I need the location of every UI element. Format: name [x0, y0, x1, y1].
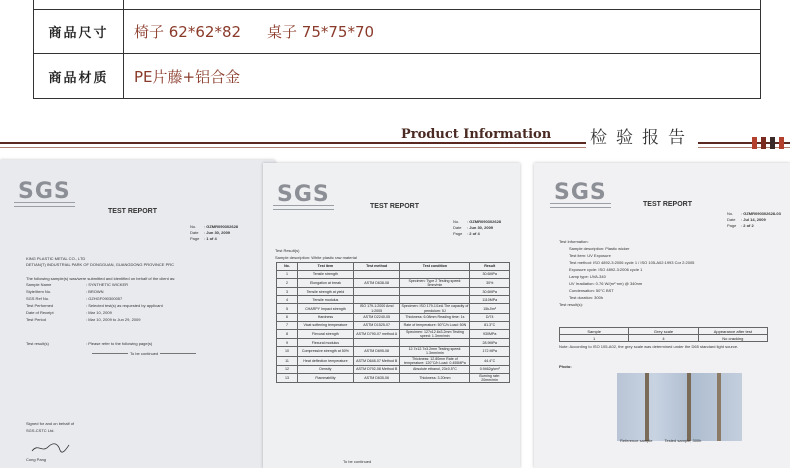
table-cell: ISO 179-1:2000 Amd 1:2005: [353, 304, 400, 313]
table-cell: 8: [277, 329, 298, 338]
test-report-page-1: [0, 160, 275, 468]
table-row: [277, 347, 510, 356]
report-meta: No. : GZMR090302628 Date : Jun 30, 2009 Page : 2 of 4: [453, 219, 502, 236]
test-report-page-2: [263, 163, 520, 468]
sgs-logo: SGS: [277, 182, 330, 207]
table-cell: Thickness: 12.80mm Rate of temperature: 120°C/h Load: 0.455MPa: [400, 356, 470, 365]
table-header: Test method: [353, 263, 400, 271]
table-header-row: [277, 263, 510, 271]
table-row: [277, 304, 510, 313]
table-cell: Density: [297, 366, 353, 374]
table-row: [277, 374, 510, 383]
material-value: PE片藤+铝合金: [134, 68, 241, 86]
table-cell: Specimen: ISO 179-1/1eA The capacity of pendulum: 5J: [401, 304, 469, 313]
table-cell: [400, 296, 470, 304]
table-cell: 6: [277, 313, 298, 321]
table-cell: ASTM D790-07 method A: [353, 329, 400, 338]
table-cell: Specimen: Type 2 Testing speed: 5mm/min: [400, 279, 470, 288]
table-cell: ASTM D648-07 Method B: [353, 356, 400, 365]
table-cell: No cracking: [698, 335, 767, 342]
table-cell: [353, 296, 400, 304]
report-title: TEST REPORT: [108, 208, 158, 215]
test-information: Test Information: Sample description: Plastic wicker Test item: UV Exposure Test method: ISO 4892-3:2006 cycle 1 / ISO 105-A02:1993 Cor 2:2005 Exposure cycle: ISO 4892-3:2006 cycle 1 Lamp type: UVA-340 UV Irradiation: 0.76 W/(m²·nm) @ 340nm Condensation: 50°C BST Test duration: 300h Test result(s):: [559, 239, 695, 307]
wicker-strip: [717, 373, 721, 441]
table-cell: 44.4°C: [470, 356, 510, 365]
spec-row-material: [34, 53, 760, 99]
table-cell: ASTM D638-08: [353, 279, 400, 288]
table-row: [277, 329, 510, 338]
client-address: KING PLASTIC METAL CO., LTD DETIAN(T) INDUSTRIAL PARK OF DONGGUAN, GUANGDONG PROVINCE PRC: [26, 256, 175, 267]
accent-bar: [779, 137, 784, 149]
report-title: TEST REPORT: [643, 201, 693, 208]
wicker-strip: [687, 373, 691, 441]
table-cell: 1: [560, 335, 629, 342]
table-cell: ASTM D635-06: [353, 374, 400, 383]
table-cell: 10: [277, 347, 298, 356]
chair-size: 椅子 62*62*82: [134, 23, 242, 41]
table-cell: [400, 339, 470, 347]
table-cell: [353, 271, 400, 279]
signature-scribble: [30, 442, 70, 454]
table-cell: Specimen: 127x12.6x3.2mm Testing speed: 1.3mm/min: [400, 329, 470, 338]
table-row: [277, 366, 510, 374]
table-cell: Tensile strength at yield: [297, 288, 353, 296]
table-cell: 15kJ/m²: [470, 304, 510, 313]
table-cell: 30.6MPa: [470, 288, 510, 296]
table-cell: 12: [277, 366, 298, 374]
results-table: [276, 262, 510, 383]
note-text: Note: According to ISO 105-A02, the grey scale was determined under the D65 standard light source.: [559, 344, 739, 349]
table-cell: [400, 288, 470, 296]
table-row: [277, 313, 510, 321]
signature-block: Signed for and on behalf of SGS-CSTC Ltd.: [26, 421, 75, 433]
table-header: Grey scale: [629, 328, 698, 335]
table-cell: Vicat softening temperature: [297, 321, 353, 329]
accent-bar: [770, 137, 775, 149]
material-label: 商品材质: [34, 54, 124, 99]
product-spec-table: [33, 0, 761, 99]
table-cell: Elongation at break: [297, 279, 353, 288]
table-row: [277, 339, 510, 347]
table-cell: 4: [629, 335, 698, 342]
table-cell: Burning rate: 20mm/min: [470, 374, 510, 383]
test-report-page-3: [534, 163, 790, 468]
report-title: TEST REPORT: [370, 203, 420, 210]
wicker-strip: [645, 373, 649, 441]
spec-row-size: [34, 9, 760, 53]
banner-title-en: Product Information: [397, 127, 555, 142]
table-cell: 0.9462g/cm³: [470, 366, 510, 374]
table-cell: Tensile strength: [297, 271, 353, 279]
table-cell: ASTM D792-08 Method B: [353, 366, 400, 374]
spec-value-empty: [124, 0, 760, 9]
table-cell: 1110MPa: [470, 296, 510, 304]
table-cell: Flexural modulus: [297, 339, 353, 347]
table-cell: 172 MPa: [470, 347, 510, 356]
table-cell: 1: [277, 271, 298, 279]
accent-bar: [761, 137, 766, 149]
table-cell: Heat deflection temperature: [297, 356, 353, 365]
table-row: [277, 296, 510, 304]
table-cell: 9: [277, 339, 298, 347]
to-be-continued: To be continued: [343, 459, 372, 464]
spec-label-empty: [34, 0, 124, 9]
table-header: Appearance after test: [698, 328, 767, 335]
report-meta: No. : GZMR090302628-03 Date : Jul 14, 2009 Page : 2 of 2: [727, 211, 781, 228]
table-cell: Thickness: 6.08mm Reading time: 1s: [400, 313, 470, 321]
table-cell: ASTM D695-08: [353, 347, 400, 356]
sgs-logo: SGS: [18, 179, 71, 204]
sample-fields: Sample Name : SYNTHETIC WICKER Style/Item No. : BROWN SGS Ref No. : GZHGF090300057 Test Performed : Selected test(s) as requested by applicant Date of Receipt : Mar 10, 2009 Test Period : Mar 10, 2009 to Jun 29, 2009: [26, 282, 163, 322]
table-cell: [353, 339, 400, 347]
table-header: Sample: [560, 328, 629, 335]
table-header: Test item: [297, 263, 353, 271]
table-header: Result: [470, 263, 510, 271]
table-row: [277, 356, 510, 365]
result-lead: Test Result(s) Sample description: White plastic raw material: [275, 248, 357, 260]
table-cell: [353, 288, 400, 296]
signer-name: Cong Pang: [26, 457, 47, 462]
results-line: Test result(s) : Please refer to the following page(s): [26, 341, 153, 346]
table-cell: [400, 271, 470, 279]
table-cell: 30%: [470, 279, 510, 288]
table-cell: Absolute ethanol, 23±0.5°C: [400, 366, 470, 374]
to-be-continued: To be continued: [130, 351, 159, 356]
photo-captions: Reference sample Tested sample, 300h: [620, 438, 702, 443]
table-cell: D/74: [470, 313, 510, 321]
table-row: [277, 271, 510, 279]
table-cell: Rate of temperature: 50°C/h Load: 50N: [400, 321, 470, 329]
table-cell: 81.3°C: [470, 321, 510, 329]
table-row: [277, 288, 510, 296]
table-cell: Flammability: [297, 374, 353, 383]
table-cell: 7: [277, 321, 298, 329]
size-value: [124, 10, 760, 53]
table-cell: 4: [277, 296, 298, 304]
table-cell: Compressive strength at 50%: [297, 347, 353, 356]
table-cell: ASTM D1525-07: [353, 321, 400, 329]
size-label: 商品尺寸: [34, 10, 124, 53]
table-cell: 5: [277, 304, 298, 313]
table-cell: Hardness: [297, 313, 353, 321]
photo-label: Photo:: [559, 364, 572, 369]
table-cell: 2: [277, 279, 298, 288]
banner-title-cn: 检验报告: [586, 123, 698, 148]
table-cell: 30.6MPa: [470, 271, 510, 279]
table-header: Test condition: [400, 263, 470, 271]
table-header: No.: [277, 263, 298, 271]
table-cell: Tensile modulus: [297, 296, 353, 304]
table-cell: 12.7x12.7x3.2mm Testing speed: 1.3mm/min: [400, 347, 470, 356]
table-cell: Flexural strength: [297, 329, 353, 338]
table-cell: 28.9MPa: [470, 339, 510, 347]
table-cell: 3: [277, 288, 298, 296]
banner-accent-bars: [752, 137, 784, 149]
table-cell: ASTM D2240-05: [353, 313, 400, 321]
table-cell: Thickness: 3.20mm: [400, 374, 470, 383]
table-row: [277, 321, 510, 329]
table-row: [277, 279, 510, 288]
table-cell: CHARPY Impact strength: [297, 304, 353, 313]
accent-bar: [752, 137, 757, 149]
sgs-logo: SGS: [554, 180, 607, 205]
table-size: 桌子 75*75*70: [267, 23, 375, 41]
sample-photo: [617, 373, 742, 441]
table-cell: 930MPa: [470, 329, 510, 338]
table-cell: 13: [277, 374, 298, 383]
intro-text: The following sample(s) was/were submitted and identified on behalf of the client as:: [26, 276, 176, 281]
table-cell: 11: [277, 356, 298, 365]
report-meta: No. : GZMR090302628 Date : Jun 30, 2009 Page : 1 of 4: [190, 224, 239, 241]
spec-row-top: [34, 0, 760, 9]
uv-results-table: [559, 327, 768, 342]
